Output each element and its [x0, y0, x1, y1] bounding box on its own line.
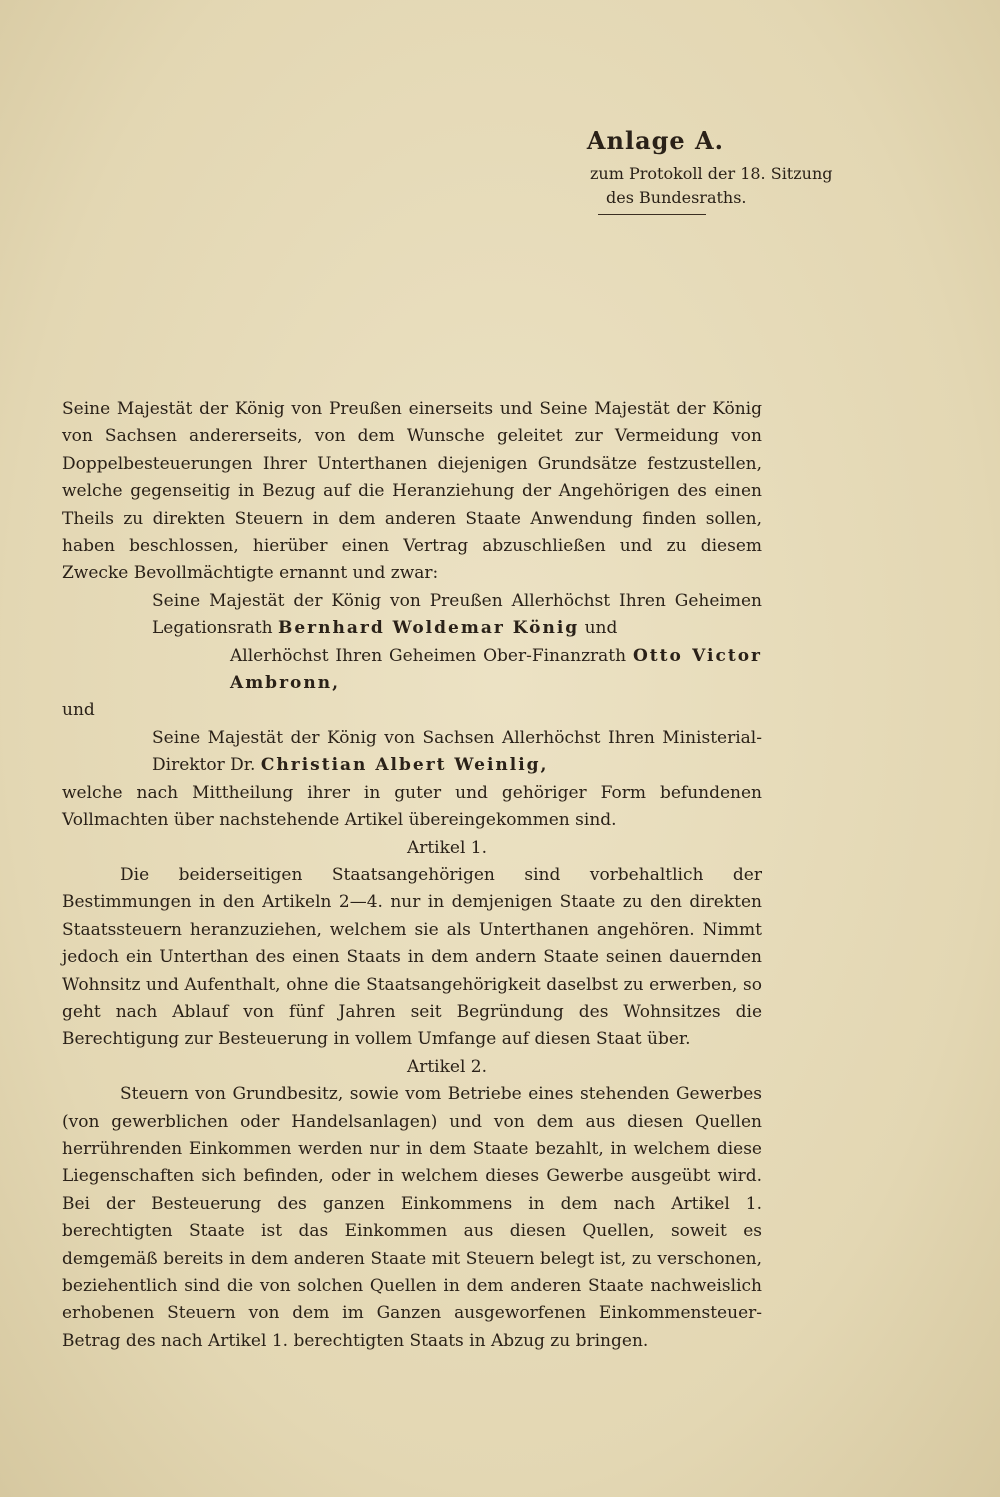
annex-subtitle: [590, 162, 833, 210]
header-rule: [598, 214, 706, 215]
article-2-text: Steuern von Grundbesitz, sowie vom Betriebe eines stehenden Gewerbes (von gewerblichen oder Handelsanlagen) und von dem aus diesen Quellen herrührenden Einkommen werden nur in dem Staate bezahlt, in welchem diese Liegenschaften sich befinden, oder in welchem dieses Gewerbe ausgeübt wird. Bei der Besteuerung des ganzen Einkommens in dem nach Artikel 1. berechtigten Staate ist das Einkommen aus diesen Quellen, soweit es demgemäß bereits in dem anderen Staate mit Steuern belegt ist, zu verschonen, beziehentlich sind die von solchen Quellen in dem anderen Staate nachweislich erhobenen Steuern von dem im Ganzen ausgeworfenen Einkommensteuer-Betrag des nach Artikel 1. berechtigten Staats in Abzug zu bringen.: [62, 1084, 762, 1351]
prussia-name-1: Bernhard Woldemar König: [278, 618, 580, 639]
closing-paragraph: welche nach Mittheilung ihrer in guter und gehöriger Form befundenen Vollmachten über nachstehende Artikel übereingekommen sind.: [62, 782, 762, 831]
treaty-body: [62, 396, 762, 1355]
bleed-through-text: [80, 230, 720, 350]
article-1-text: Die beiderseitigen Staatsangehörigen sind vorbehaltlich der Bestimmungen in den Artikeln 2—4. nur in demjenigen Staate zu den direkten Staatssteuern heranzuziehen, welchem sie als Unterthanen angehören. Nimmt jedoch ein Unterthan des einen Staats in dem andern Staate seinen dauernden Wohnsitz und Aufenthalt, ohne die Staatsangehörigkeit daselbst zu erwerben, so geht nach Ablauf von fünf Jahren seit Begründung des Wohnsitzes die Berechtigung zur Besteuerung in vollem Umfange auf diesen Staat über.: [62, 864, 762, 1050]
article-1-heading: Artikel 1.: [406, 837, 488, 858]
annex-title: Anlage A.: [586, 126, 724, 155]
annex-subtitle-line1: zum Protokoll der 18. Sitzung: [590, 164, 833, 183]
prussia-plenipotentiary-2: [62, 643, 762, 698]
saxony-plenipotentiary: [62, 725, 762, 780]
saxony-line: Seine Majestät der König von Sachsen Allerhöchst Ihren Ministerial-Direktor Dr.: [152, 727, 762, 776]
annex-subtitle-line2: des Bundesraths.: [606, 188, 747, 207]
prussia-plenipotentiary: [62, 588, 762, 643]
intro-paragraph: Seine Majestät der König von Preußen einerseits und Seine Majestät der König von Sachsen andererseits, von dem Wunsche geleitet zur Vermeidung von Doppelbesteuerungen Ihrer Unterthanen diejenigen Grundsätze festzustellen, welche gegenseitig in Bezug auf die Heranziehung der Angehörigen des einen Theils zu direkten Steuern in dem anderen Staate Anwendung finden sollen, haben beschlossen, hierüber einen Vertrag abzuschließen und zu diesem Zwecke Bevollmächtigte ernannt und zwar:: [62, 399, 762, 584]
und-connector: und: [62, 700, 95, 721]
prussia-line-2: Allerhöchst Ihren Geheimen Ober-Finanzrath: [230, 645, 627, 666]
saxony-name: Christian Albert Weinlig,: [260, 755, 549, 776]
prussia-and: und: [584, 618, 618, 639]
prussia-name-2: Otto Victor Ambronn,: [230, 645, 762, 694]
annex-header: [587, 126, 738, 155]
prussia-line: Seine Majestät der König von Preußen Allerhöchst Ihren Geheimen Legationsrath: [152, 590, 762, 639]
article-2-heading: Artikel 2.: [406, 1056, 488, 1077]
